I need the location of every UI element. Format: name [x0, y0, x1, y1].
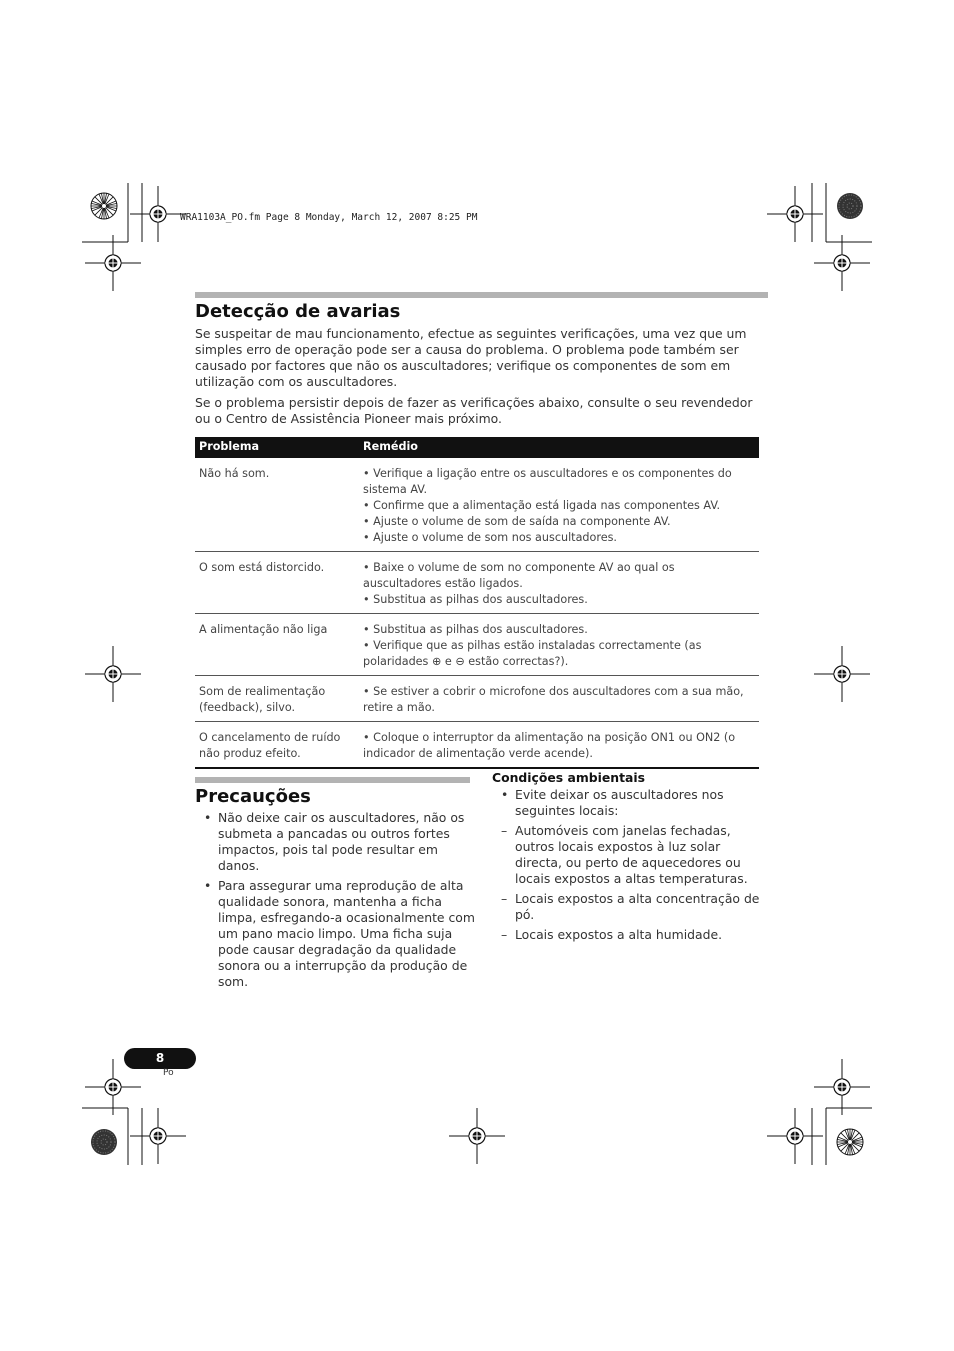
table-row: [195, 676, 759, 722]
remedy-item: • Verifique a ligação entre os auscultadores e os componentes do sistema AV.: [363, 467, 732, 496]
remedy-item: • Coloque o interruptor da alimentação na posição ON1 ou ON2 (o indicador de alimentação verde acende).: [363, 731, 736, 760]
list-item: [492, 787, 770, 943]
precautions-list: [195, 810, 475, 994]
sub-list-item: – Locais expostos a alta humidade.: [501, 927, 770, 943]
problem-cell: O cancelamento de ruído não produz efeito.: [195, 722, 359, 769]
remedy-item: • Verifique que as pilhas estão instaladas correctamente (as polaridades ⊕ e ⊖ estão correctas?).: [363, 639, 702, 668]
problem-cell: Não há som.: [195, 458, 359, 552]
remedy-item: • Baixe o volume de som no componente AV ao qual os auscultadores estão ligados.: [363, 561, 675, 590]
remedy-item: • Ajuste o volume de som nos auscultadores.: [363, 531, 617, 544]
remedy-item: • Substitua as pilhas dos auscultadores.: [363, 593, 588, 606]
remedy-item: • Confirme que a alimentação está ligada nas componentes AV.: [363, 499, 721, 512]
troubleshooting-table: [195, 437, 759, 769]
header-remedy: Remédio: [359, 437, 759, 458]
troubleshooting-intro-2: Se o problema persistir depois de fazer as verificações abaixo, consulte o seu revendedor ou o Centro de Assistência Pioneer mais próximo.: [195, 395, 753, 426]
page-language: Po: [163, 1068, 174, 1078]
sub-list-item: – Locais expostos a alta concentração de pó.: [501, 891, 770, 923]
remedy-item: • Ajuste o volume de som de saída na componente AV.: [363, 515, 671, 528]
table-row: [195, 722, 759, 769]
list-item: • Para assegurar uma reprodução de alta qualidade sonora, mantenha a ficha limpa, esfregando-a ocasionalmente com um pano macio limpo. Uma ficha suja pode causar degradação da qualidade sonora ou a interrupção da produção de som.: [195, 878, 475, 990]
list-item: • Não deixe cair os auscultadores, não os submeta a pancadas ou outros fortes impactos, pois tal pode resultar em danos.: [195, 810, 475, 874]
table-row: [195, 614, 759, 676]
remedy-item: • Se estiver a cobrir o microfone dos auscultadores com a sua mão, retire a mão.: [363, 685, 744, 714]
environment-item: Evite deixar os auscultadores nos seguintes locais:: [515, 787, 724, 818]
section-divider: [195, 777, 470, 783]
troubleshooting-title: Detecção de avarias: [195, 301, 401, 322]
precautions-title: Precauções: [195, 786, 311, 807]
environment-list: [492, 787, 770, 947]
header-problem: Problema: [195, 437, 359, 458]
page-number: 8: [124, 1048, 196, 1069]
remedy-item: • Substitua as pilhas dos auscultadores.: [363, 623, 588, 636]
remedy-cell: [359, 552, 759, 614]
remedy-cell: [359, 614, 759, 676]
file-header: WRA1103A_PO.fm Page 8 Monday, March 12, 2007 8:25 PM: [180, 212, 478, 223]
table-row: [195, 458, 759, 552]
section-divider: [195, 292, 768, 298]
environment-title: Condições ambientais: [492, 770, 646, 785]
problem-cell: A alimentação não liga: [195, 614, 359, 676]
problem-cell: O som está distorcido.: [195, 552, 359, 614]
remedy-cell: [359, 676, 759, 722]
remedy-cell: [359, 722, 759, 769]
problem-cell: Som de realimentação (feedback), silvo.: [195, 676, 359, 722]
troubleshooting-intro-1: Se suspeitar de mau funcionamento, efectue as seguintes verificações, uma vez que um simples erro de operação pode ser a causa do problema. O problema pode também ser causado por factores que não os auscultadores; verifique os componentes de som em utilização com os auscultadores.: [195, 326, 747, 389]
environment-sublist: [515, 823, 770, 943]
table-row: [195, 552, 759, 614]
table-header-row: [195, 437, 759, 458]
sub-list-item: – Automóveis com janelas fechadas, outros locais expostos à luz solar directa, ou perto de aquecedores ou locais expostos a altas temperaturas.: [501, 823, 770, 887]
remedy-cell: [359, 458, 759, 552]
